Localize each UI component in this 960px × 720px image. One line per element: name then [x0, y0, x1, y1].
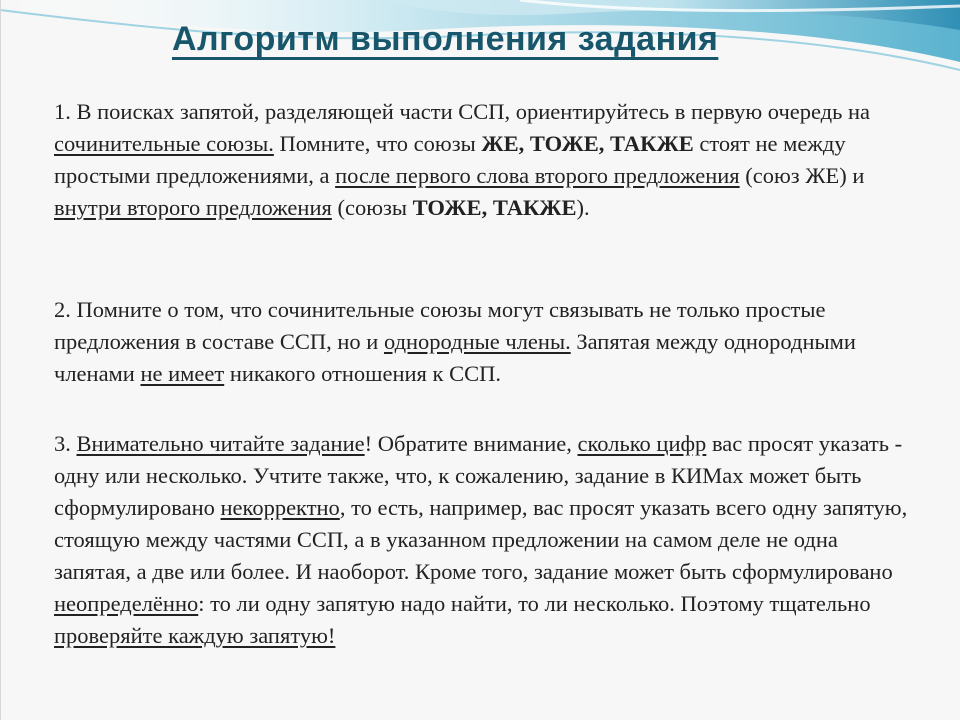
underlined-text: после первого слова второго предложения: [335, 163, 740, 188]
paragraph-2: [54, 294, 914, 390]
underlined-text: проверяйте каждую запятую!: [54, 623, 336, 648]
text-run: 1. В поисках запятой, разделяющей части ССП, ориентируйтесь в первую очередь на: [54, 99, 871, 124]
text-run: 3.: [54, 431, 77, 456]
underlined-text: сочинительные союзы.: [54, 131, 274, 156]
underlined-text: внутри второго предложения: [54, 195, 332, 220]
text-run: (союзы: [331, 195, 413, 220]
slide-title: Алгоритм выполнения задания: [172, 20, 719, 58]
text-run: ! Обратите внимание,: [364, 431, 578, 456]
text-run: вас просят указать - одну или несколько. Учтите также, что, к сожалению, задание в КИМах может быть сформулировано: [54, 431, 903, 520]
text-run: (союз ЖЕ) и: [739, 163, 865, 188]
underlined-text: не имеет: [140, 361, 225, 386]
emphasized-text: ЖЕ, ТОЖЕ, ТАКЖЕ: [481, 131, 694, 156]
text-run: , то есть, например, вас просят указать всего одну запятую, стоящую между частями ССП, а в указанном предложении на самом деле не одна запятая, а две или более. И наоборот. Кроме того, задание может быть сформулировано: [54, 495, 908, 584]
text-run: Запятая между однородными членами: [54, 329, 856, 386]
slide-left-border: [0, 0, 1, 720]
underlined-text: Внимательно читайте задание: [76, 431, 365, 456]
underlined-text: сколько цифр: [577, 431, 707, 456]
text-run: никакого отношения к ССП.: [224, 361, 501, 386]
emphasized-text: ТОЖЕ, ТАКЖЕ: [412, 195, 577, 220]
underlined-text: некорректно: [220, 495, 340, 520]
text-run: ).: [576, 195, 590, 220]
text-run: стоят не между простыми предложениями, а: [54, 131, 846, 188]
paragraph-1: [54, 96, 914, 224]
paragraph-3: [54, 428, 914, 652]
underlined-text: однородные члены.: [383, 329, 571, 354]
text-run: 2. Помните о том, что сочинительные союзы могут связывать не только простые предложения в составе ССП, но и: [54, 297, 826, 354]
text-run: Помните, что союзы: [273, 131, 482, 156]
text-run: : то ли одну запятую надо найти, то ли несколько. Поэтому тщательно: [198, 591, 871, 616]
underlined-text: неопределённо: [54, 591, 199, 616]
